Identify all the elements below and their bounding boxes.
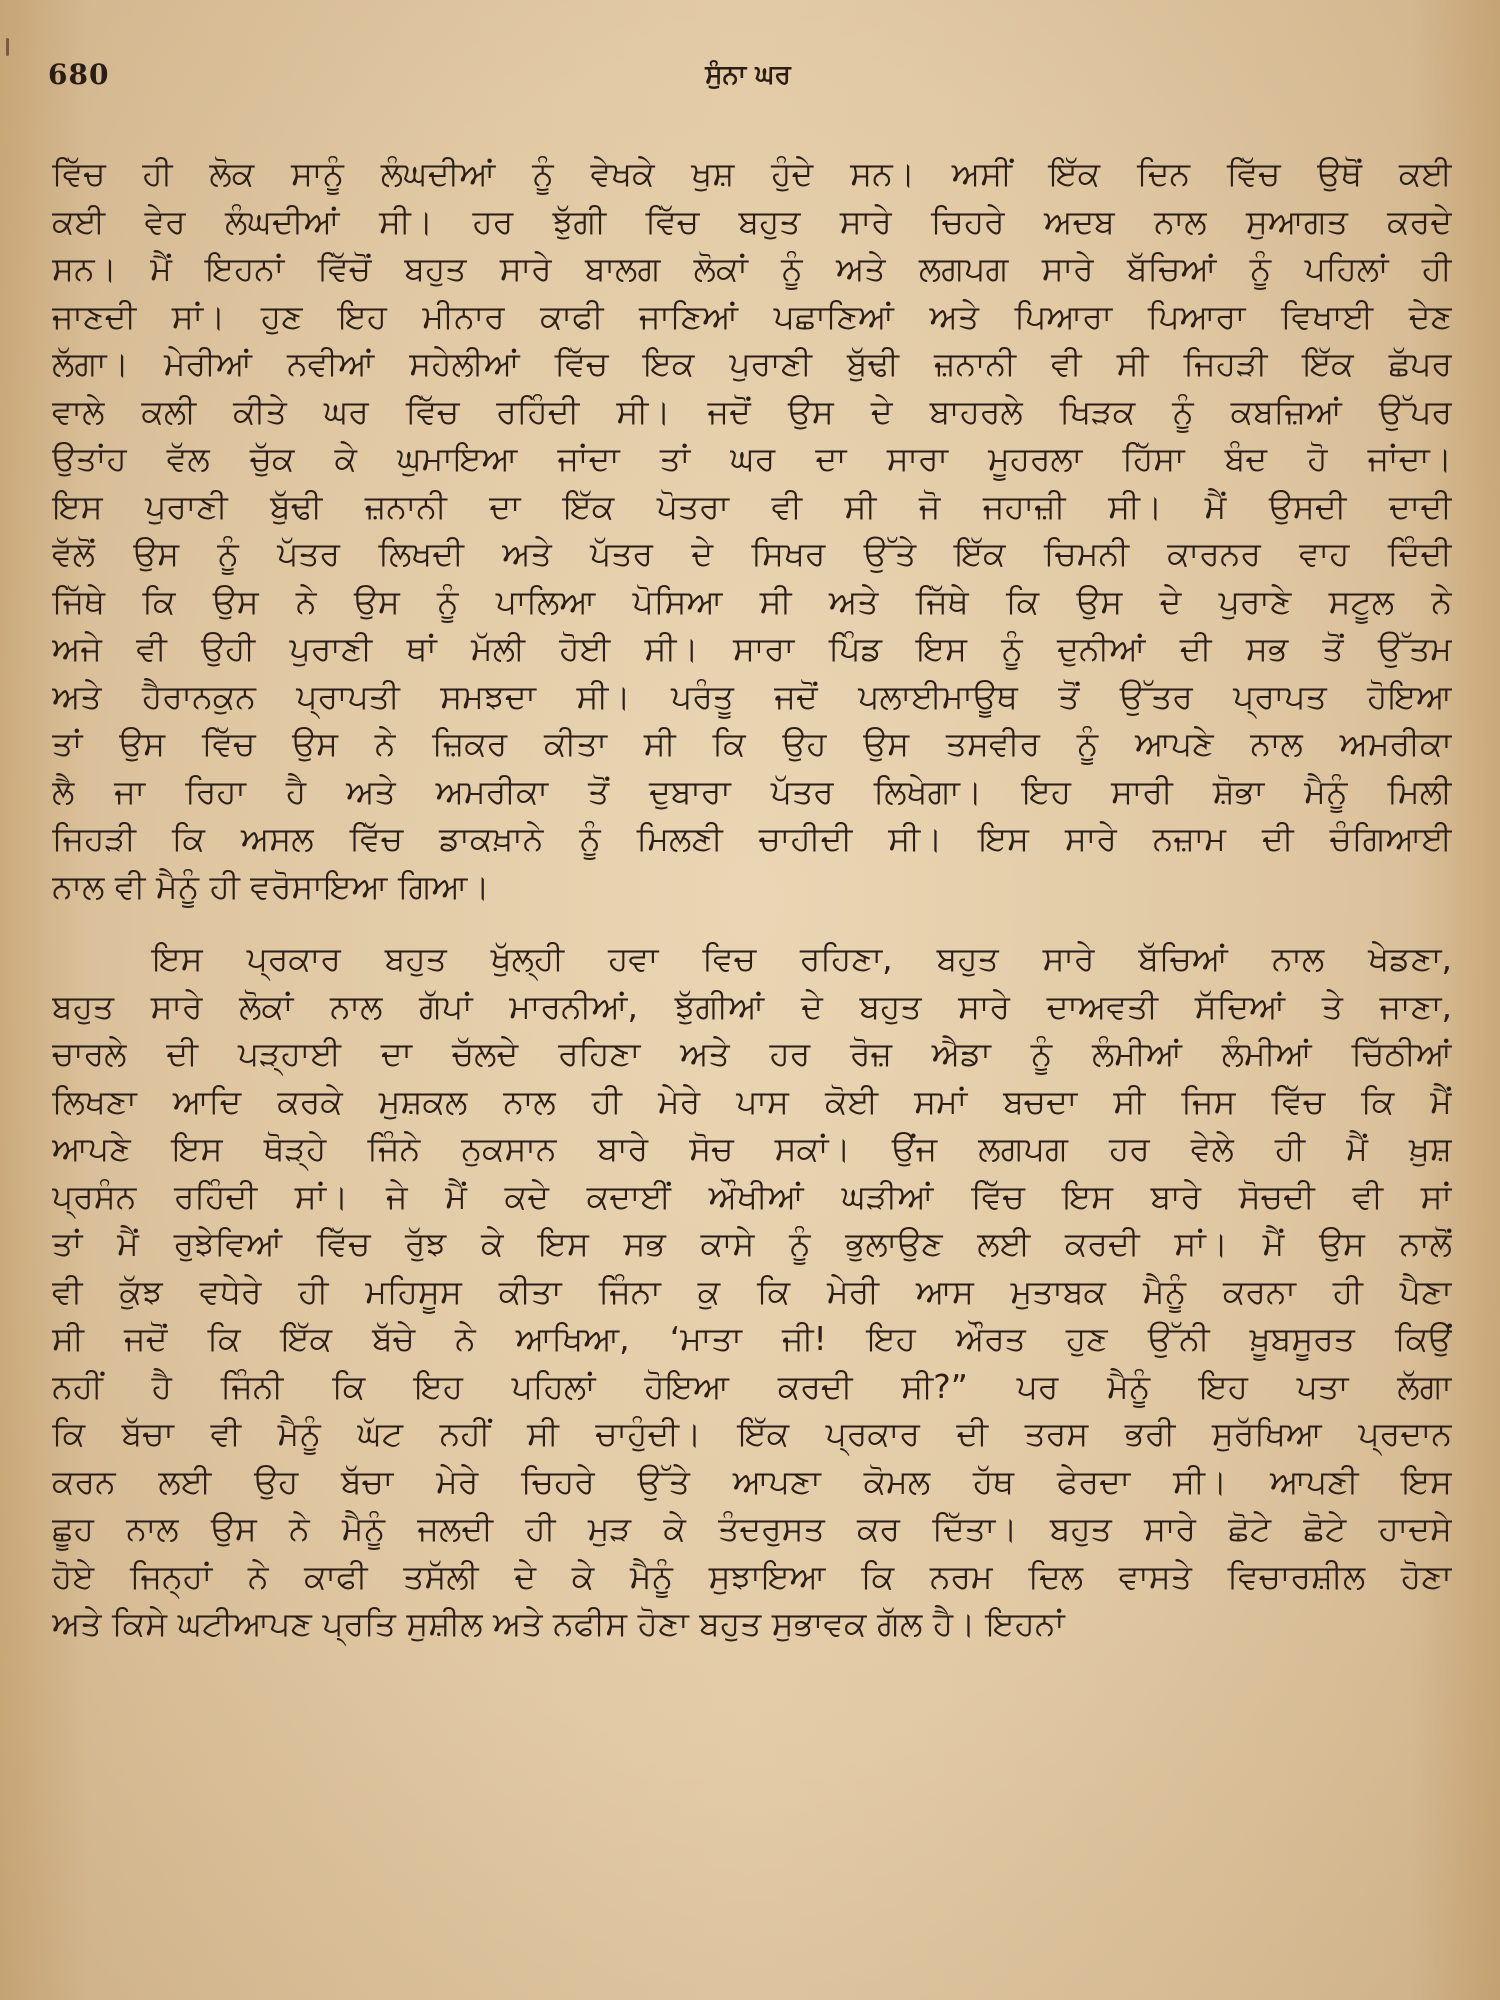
text-line: ਇਸ ਪ੍ਰਕਾਰ ਬਹੁਤ ਖੁੱਲ੍ਹੀ ਹਵਾ ਵਿਚ ਰਹਿਣਾ, ਬਹੁਤ ਸਾਰੇ ਬੱਚਿਆਂ ਨਾਲ ਖੇਡਣਾ,	[152, 939, 1452, 978]
page-header	[48, 58, 1448, 98]
text-line: ਜਿੱਥੇ ਕਿ ਉਸ ਨੇ ਉਸ ਨੂੰ ਪਾਲਿਆ ਪੋਸਿਆ ਸੀ ਅਤੇ ਜਿੱਥੇ ਕਿ ਉਸ ਦੇ ਪੁਰਾਣੇ ਸਟੂਲ ਨੇ	[52, 581, 1452, 621]
text-line: ਛੂਹ ਨਾਲ ਉਸ ਨੇ ਮੈਨੂੰ ਜਲਦੀ ਹੀ ਮੁੜ ਕੇ ਤੰਦਰੁਸਤ ਕਰ ਦਿੱਤਾ। ਬਹੁਤ ਸਾਰੇ ਛੋਟੇ ਛੋਟੇ ਹਾਦਸੇ	[52, 1509, 1452, 1548]
text-line: ਨਹੀਂ ਹੈ ਜਿੰਨੀ ਕਿ ਇਹ ਪਹਿਲਾਂ ਹੋਇਆ ਕਰਦੀ ਸੀ?” ਪਰ ਮੈਨੂੰ ਇਹ ਪਤਾ ਲੱਗਾ	[52, 1366, 1452, 1406]
text-line: ਅਤੇ ਹੈਰਾਨਕੁਨ ਪ੍ਰਾਪਤੀ ਸਮਝਦਾ ਸੀ। ਪਰੰਤੂ ਜਦੋਂ ਪਲਾਈਮਾਊਥ ਤੋਂ ਉੱਤਰ ਪ੍ਰਾਪਤ ਹੋਇਆ	[52, 676, 1452, 716]
text-line: ਆਪਣੇ ਇਸ ਥੋੜ੍ਹੇ ਜਿੰਨੇ ਨੁਕਸਾਨ ਬਾਰੇ ਸੋਚ ਸਕਾਂ। ਉਂਜ ਲਗਪਗ ਹਰ ਵੇਲੇ ਹੀ ਮੈਂ ਖ਼ੁਸ਼	[52, 1129, 1452, 1168]
text-line: ਤਾਂ ਮੈਂ ਰੁਝੇਵਿਆਂ ਵਿੱਚ ਰੁੱਝ ਕੇ ਇਸ ਸਭ ਕਾਸੇ ਨੂੰ ਭੁਲਾਉਣ ਲਈ ਕਰਦੀ ਸਾਂ। ਮੈਂ ਉਸ ਨਾਲੋਂ	[52, 1224, 1452, 1263]
running-head: ਸੁੰਨਾ ਘਰ	[705, 60, 791, 90]
text-line: ਵਾਲੇ ਕਲੀ ਕੀਤੇ ਘਰ ਵਿੱਚ ਰਹਿੰਦੀ ਸੀ। ਜਦੋਂ ਉਸ ਦੇ ਬਾਹਰਲੇ ਖਿੜਕ ਨੂੰ ਕਬਜ਼ਿਆਂ ਉੱਪਰ	[52, 391, 1452, 431]
paragraph-2	[52, 935, 1452, 1648]
text-line: ਜਾਣਦੀ ਸਾਂ। ਹੁਣ ਇਹ ਮੀਨਾਰ ਕਾਫੀ ਜਾਣਿਆਂ ਪਛਾਣਿਆਂ ਅਤੇ ਪਿਆਰਾ ਪਿਆਰਾ ਵਿਖਾਈ ਦੇਣ	[52, 296, 1452, 336]
page-number: 680	[48, 58, 110, 91]
text-line: ਅਤੇ ਕਿਸੇ ਘਟੀਆਪਣ ਪ੍ਰਤਿ ਸੁਸ਼ੀਲ ਅਤੇ ਨਫੀਸ ਹੋਣਾ ਬਹੁਤ ਸੁਭਾਵਕ ਗੱਲ ਹੈ। ਇਹਨਾਂ	[52, 1604, 1065, 1643]
text-line: ਚਾਰਲੇ ਦੀ ਪੜ੍ਹਾਈ ਦਾ ਚੱਲਦੇ ਰਹਿਣਾ ਅਤੇ ਹਰ ਰੋਜ਼ ਐਡਾ ਨੂੰ ਲੰਮੀਆਂ ਲੰਮੀਆਂ ਚਿੱਠੀਆਂ	[52, 1034, 1452, 1073]
paragraph-1	[52, 150, 1452, 910]
text-line: ਪ੍ਰਸੰਨ ਰਹਿੰਦੀ ਸਾਂ। ਜੇ ਮੈਂ ਕਦੇ ਕਦਾਈਂ ਔਖੀਆਂ ਘੜੀਆਂ ਵਿੱਚ ਇਸ ਬਾਰੇ ਸੋਚਦੀ ਵੀ ਸਾਂ	[52, 1176, 1452, 1216]
text-line: ਵਿੱਚ ਹੀ ਲੋਕ ਸਾਨੂੰ ਲੰਘਦੀਆਂ ਨੂੰ ਵੇਖਕੇ ਖੁਸ਼ ਹੁੰਦੇ ਸਨ। ਅਸੀਂ ਇੱਕ ਦਿਨ ਵਿੱਚ ਉਥੋਂ ਕਈ	[52, 154, 1452, 193]
text-line: ਅਜੇ ਵੀ ਉਹੀ ਪੁਰਾਣੀ ਥਾਂ ਮੱਲੀ ਹੋਈ ਸੀ। ਸਾਰਾ ਪਿੰਡ ਇਸ ਨੂੰ ਦੁਨੀਆਂ ਦੀ ਸਭ ਤੋਂ ਉੱਤਮ	[52, 629, 1452, 668]
text-line: ਬਹੁਤ ਸਾਰੇ ਲੋਕਾਂ ਨਾਲ ਗੱਪਾਂ ਮਾਰਨੀਆਂ, ਝੁੱਗੀਆਂ ਦੇ ਬਹੁਤ ਸਾਰੇ ਦਾਅਵਤੀ ਸੱਦਿਆਂ ਤੇ ਜਾਣਾ,	[52, 986, 1452, 1026]
text-line: ਲੈ ਜਾ ਰਿਹਾ ਹੈ ਅਤੇ ਅਮਰੀਕਾ ਤੋਂ ਦੁਬਾਰਾ ਪੱਤਰ ਲਿਖੇਗਾ। ਇਹ ਸਾਰੀ ਸ਼ੋਭਾ ਮੈਨੂੰ ਮਿਲੀ	[52, 771, 1452, 811]
body-text	[52, 150, 1452, 1648]
text-line: ਕਈ ਵੇਰ ਲੰਘਦੀਆਂ ਸੀ। ਹਰ ਝੁੱਗੀ ਵਿੱਚ ਬਹੁਤ ਸਾਰੇ ਚਿਹਰੇ ਅਦਬ ਨਾਲ ਸੁਆਗਤ ਕਰਦੇ	[52, 201, 1452, 241]
text-line: ਸੀ ਜਦੋਂ ਕਿ ਇੱਕ ਬੱਚੇ ਨੇ ਆਖਿਆ, ‘ਮਾਤਾ ਜੀ! ਇਹ ਔਰਤ ਹੁਣ ਉੱਨੀ ਖ਼ੂਬਸੂਰਤ ਕਿਉਂ	[52, 1319, 1452, 1358]
text-line: ਤਾਂ ਉਸ ਵਿੱਚ ਉਸ ਨੇ ਜ਼ਿਕਰ ਕੀਤਾ ਸੀ ਕਿ ਉਹ ਉਸ ਤਸਵੀਰ ਨੂੰ ਆਪਣੇ ਨਾਲ ਅਮਰੀਕਾ	[52, 724, 1452, 763]
text-line: ਲੱਗਾ। ਮੇਰੀਆਂ ਨਵੀਆਂ ਸਹੇਲੀਆਂ ਵਿੱਚ ਇਕ ਪੁਰਾਣੀ ਬੁੱਢੀ ਜ਼ਨਾਨੀ ਵੀ ਸੀ ਜਿਹੜੀ ਇੱਕ ਛੱਪਰ	[52, 344, 1452, 383]
text-line: ਇਸ ਪੁਰਾਣੀ ਬੁੱਢੀ ਜ਼ਨਾਨੀ ਦਾ ਇੱਕ ਪੋਤਰਾ ਵੀ ਸੀ ਜੋ ਜਹਾਜ਼ੀ ਸੀ। ਮੈਂ ਉਸਦੀ ਦਾਦੀ	[52, 486, 1452, 526]
text-line: ਲਿਖਣਾ ਆਦਿ ਕਰਕੇ ਮੁਸ਼ਕਲ ਨਾਲ ਹੀ ਮੇਰੇ ਪਾਸ ਕੋਈ ਸਮਾਂ ਬਚਦਾ ਸੀ ਜਿਸ ਵਿੱਚ ਕਿ ਮੈਂ	[52, 1081, 1452, 1121]
text-line: ਜਿਹੜੀ ਕਿ ਅਸਲ ਵਿੱਚ ਡਾਕਖ਼ਾਨੇ ਨੂੰ ਮਿਲਣੀ ਚਾਹੀਦੀ ਸੀ। ਇਸ ਸਾਰੇ ਨਜ਼ਾਮ ਦੀ ਚੰਗਿਆਈ	[52, 819, 1452, 858]
ink-speck	[6, 38, 9, 56]
text-line: ਹੋਏ ਜਿਨ੍ਹਾਂ ਨੇ ਕਾਫੀ ਤਸੱਲੀ ਦੇ ਕੇ ਮੈਨੂੰ ਸੁਝਾਇਆ ਕਿ ਨਰਮ ਦਿਲ ਵਾਸਤੇ ਵਿਚਾਰਸ਼ੀਲ ਹੋਣਾ	[52, 1556, 1452, 1596]
text-line: ਵੀ ਕੁੱਝ ਵਧੇਰੇ ਹੀ ਮਹਿਸੂਸ ਕੀਤਾ ਜਿੰਨਾ ਕੁ ਕਿ ਮੇਰੀ ਆਸ ਮੁਤਾਬਕ ਮੈਨੂੰ ਕਰਨਾ ਹੀ ਪੈਣਾ	[52, 1271, 1452, 1311]
text-line: ਕਰਨ ਲਈ ਉਹ ਬੱਚਾ ਮੇਰੇ ਚਿਹਰੇ ਉੱਤੇ ਆਪਣਾ ਕੋਮਲ ਹੱਥ ਫੇਰਦਾ ਸੀ। ਆਪਣੀ ਇਸ	[52, 1461, 1452, 1501]
text-line: ਵੱਲੋਂ ਉਸ ਨੂੰ ਪੱਤਰ ਲਿਖਦੀ ਅਤੇ ਪੱਤਰ ਦੇ ਸਿਖਰ ਉੱਤੇ ਇੱਕ ਚਿਮਨੀ ਕਾਰਨਰ ਵਾਹ ਦਿੰਦੀ	[52, 534, 1452, 573]
text-line: ਨਾਲ ਵੀ ਮੈਨੂੰ ਹੀ ਵਰੋਸਾਇਆ ਗਿਆ।	[52, 866, 490, 906]
text-line: ਕਿ ਬੱਚਾ ਵੀ ਮੈਨੂੰ ਘੱਟ ਨਹੀਂ ਸੀ ਚਾਹੁੰਦੀ। ਇੱਕ ਪ੍ਰਕਾਰ ਦੀ ਤਰਸ ਭਰੀ ਸੁਰੱਖਿਆ ਪ੍ਰਦਾਨ	[52, 1414, 1452, 1453]
paragraph-gap	[52, 910, 1452, 935]
text-line: ਸਨ। ਮੈਂ ਇਹਨਾਂ ਵਿੱਚੋਂ ਬਹੁਤ ਸਾਰੇ ਬਾਲਗ ਲੋਕਾਂ ਨੂੰ ਅਤੇ ਲਗਪਗ ਸਾਰੇ ਬੱਚਿਆਂ ਨੂੰ ਪਹਿਲਾਂ ਹੀ	[52, 249, 1452, 288]
text-line: ਉਤਾਂਹ ਵੱਲ ਚੁੱਕ ਕੇ ਘੁਮਾਇਆ ਜਾਂਦਾ ਤਾਂ ਘਰ ਦਾ ਸਾਰਾ ਮੂਹਰਲਾ ਹਿੱਸਾ ਬੰਦ ਹੋ ਜਾਂਦਾ।	[52, 439, 1452, 478]
